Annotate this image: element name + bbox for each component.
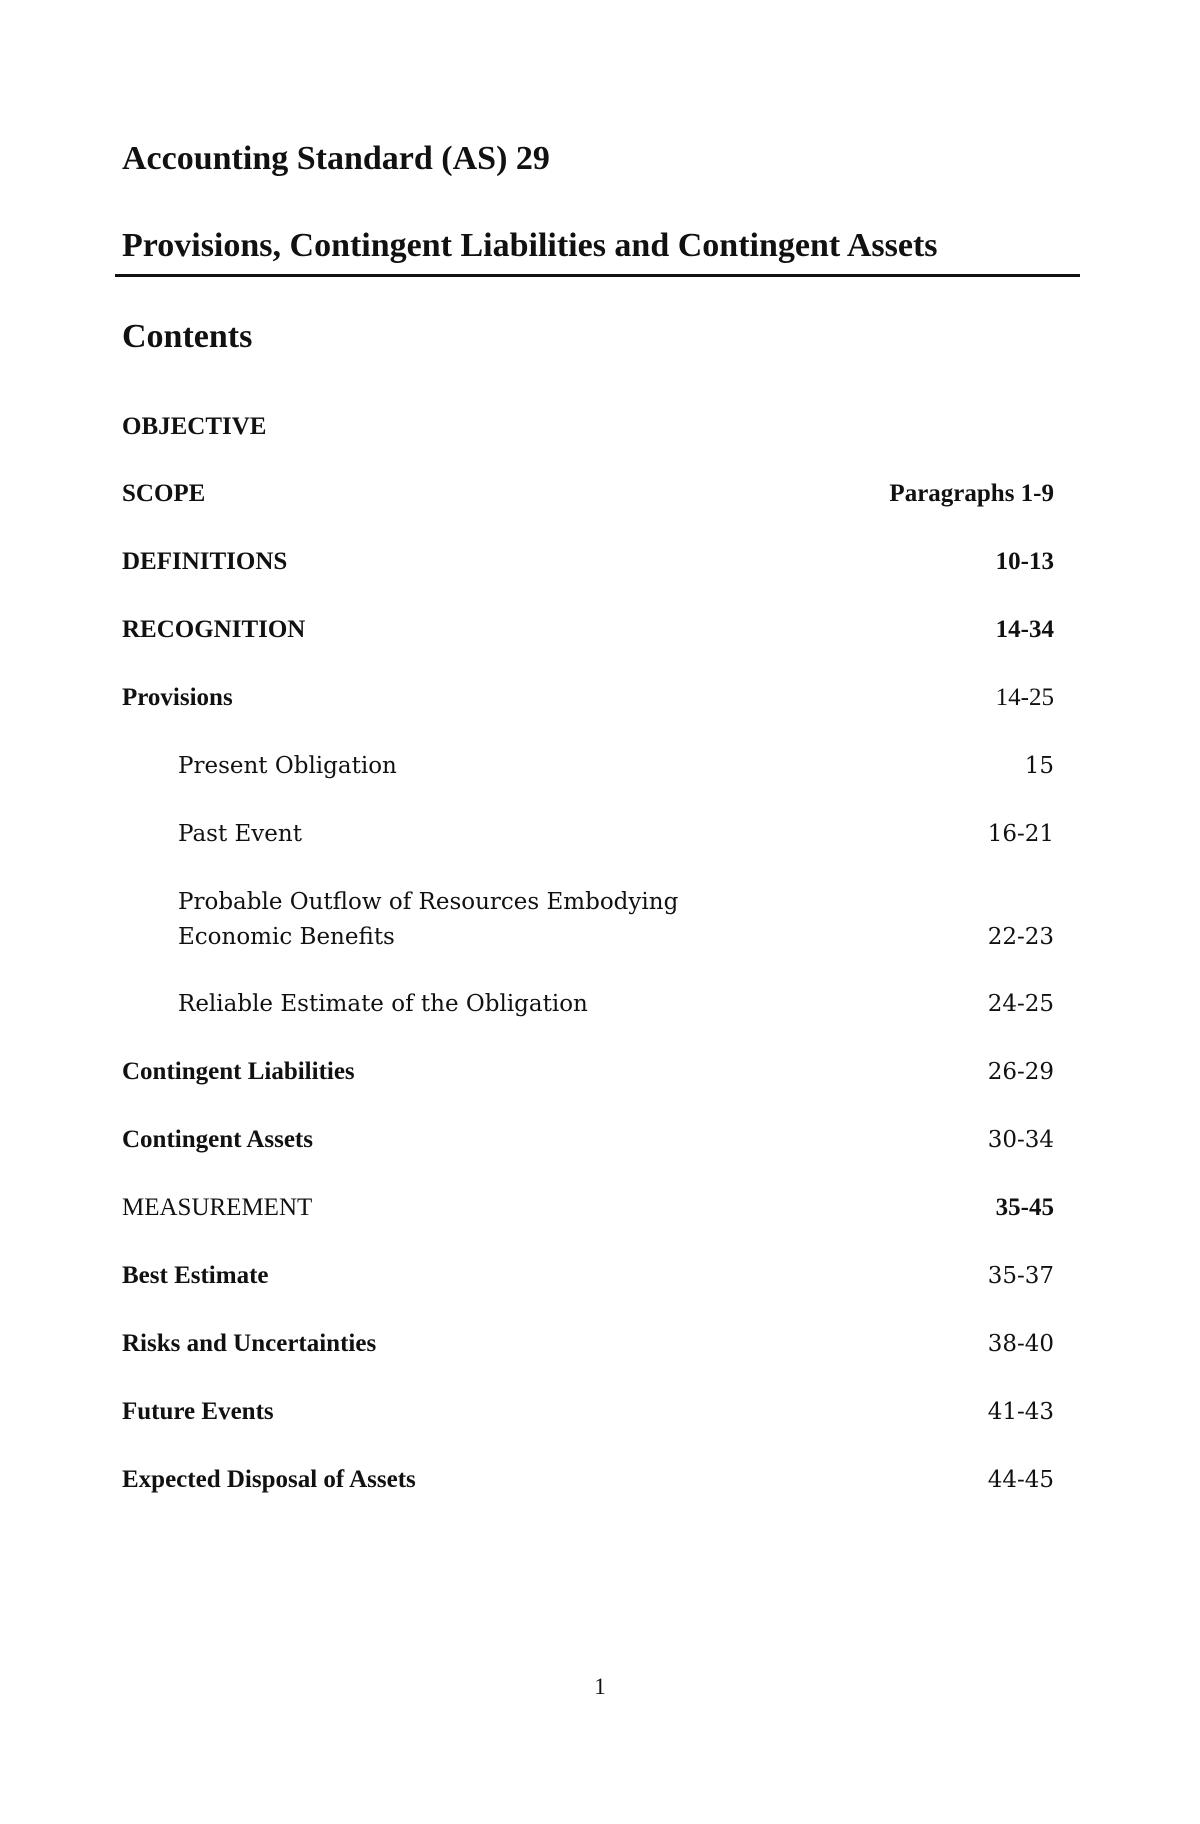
page-number: 1 xyxy=(594,1674,606,1699)
toc-pages: 26-29 xyxy=(987,1059,1054,1085)
toc-pages: 38-40 xyxy=(987,1331,1054,1357)
toc-row-recognition xyxy=(0,613,1200,653)
title-underline xyxy=(115,274,1080,277)
toc-label: Contingent Liabilities xyxy=(122,1058,355,1085)
toc-pages: 14-25 xyxy=(995,684,1054,711)
toc-row-objective xyxy=(0,410,1200,450)
toc-row-scope xyxy=(0,477,1200,517)
toc-label: RECOGNITION xyxy=(122,616,306,643)
toc-pages: 44-45 xyxy=(987,1467,1054,1493)
toc-label: OBJECTIVE xyxy=(122,413,267,440)
toc-row-present-obligation xyxy=(0,749,1200,789)
toc-label: MEASUREMENT xyxy=(122,1194,313,1221)
toc-row-provisions xyxy=(0,681,1200,721)
toc-label: Past Event xyxy=(178,821,302,847)
toc-pages: 24-25 xyxy=(987,991,1054,1017)
toc-row-measurement xyxy=(0,1191,1200,1231)
toc-label: SCOPE xyxy=(122,480,206,507)
toc-label: DEFINITIONS xyxy=(122,548,288,575)
toc-row-definitions xyxy=(0,545,1200,585)
toc-pages: 14-34 xyxy=(995,616,1054,643)
toc-label-continued: Economic Benefits xyxy=(178,924,395,950)
toc-label: Present Obligation xyxy=(178,753,397,779)
toc-label: Best Estimate xyxy=(122,1262,269,1289)
toc-row-expected-disposal xyxy=(0,1463,1200,1503)
toc-pages: 35-45 xyxy=(995,1194,1054,1221)
toc-label: Contingent Assets xyxy=(122,1126,313,1153)
toc-row-past-event xyxy=(0,817,1200,857)
toc-label: Risks and Uncertainties xyxy=(122,1330,377,1357)
toc-pages: 41-43 xyxy=(987,1399,1054,1425)
toc-pages: 22-23 xyxy=(987,924,1054,950)
toc-label: Reliable Estimate of the Obligation xyxy=(178,991,588,1017)
toc-label: Future Events xyxy=(122,1398,274,1425)
toc-pages: 10-13 xyxy=(995,548,1054,575)
toc-row-probable-outflow xyxy=(0,885,1200,961)
toc-pages: 16-21 xyxy=(987,821,1054,847)
document-title: Accounting Standard (AS) 29 xyxy=(122,140,550,177)
contents-heading: Contents xyxy=(122,318,253,355)
toc-row-future-events xyxy=(0,1395,1200,1435)
toc-pages: 35-37 xyxy=(987,1263,1054,1289)
toc-label: Expected Disposal of Assets xyxy=(122,1466,416,1493)
toc-pages: 30-34 xyxy=(987,1127,1054,1153)
toc-label: Provisions xyxy=(122,684,233,711)
document-subtitle: Provisions, Contingent Liabilities and Contingent Assets xyxy=(122,227,938,264)
toc-row-best-estimate xyxy=(0,1259,1200,1299)
toc-row-contingent-liabilities xyxy=(0,1055,1200,1095)
toc-row-risks-uncertainties xyxy=(0,1327,1200,1367)
toc-row-contingent-assets xyxy=(0,1123,1200,1163)
toc-pages: 15 xyxy=(1024,753,1054,779)
toc-pages: Paragraphs 1-9 xyxy=(889,480,1054,507)
toc-row-reliable-estimate xyxy=(0,987,1200,1027)
toc-label: Probable Outflow of Resources Embodying xyxy=(178,889,679,915)
